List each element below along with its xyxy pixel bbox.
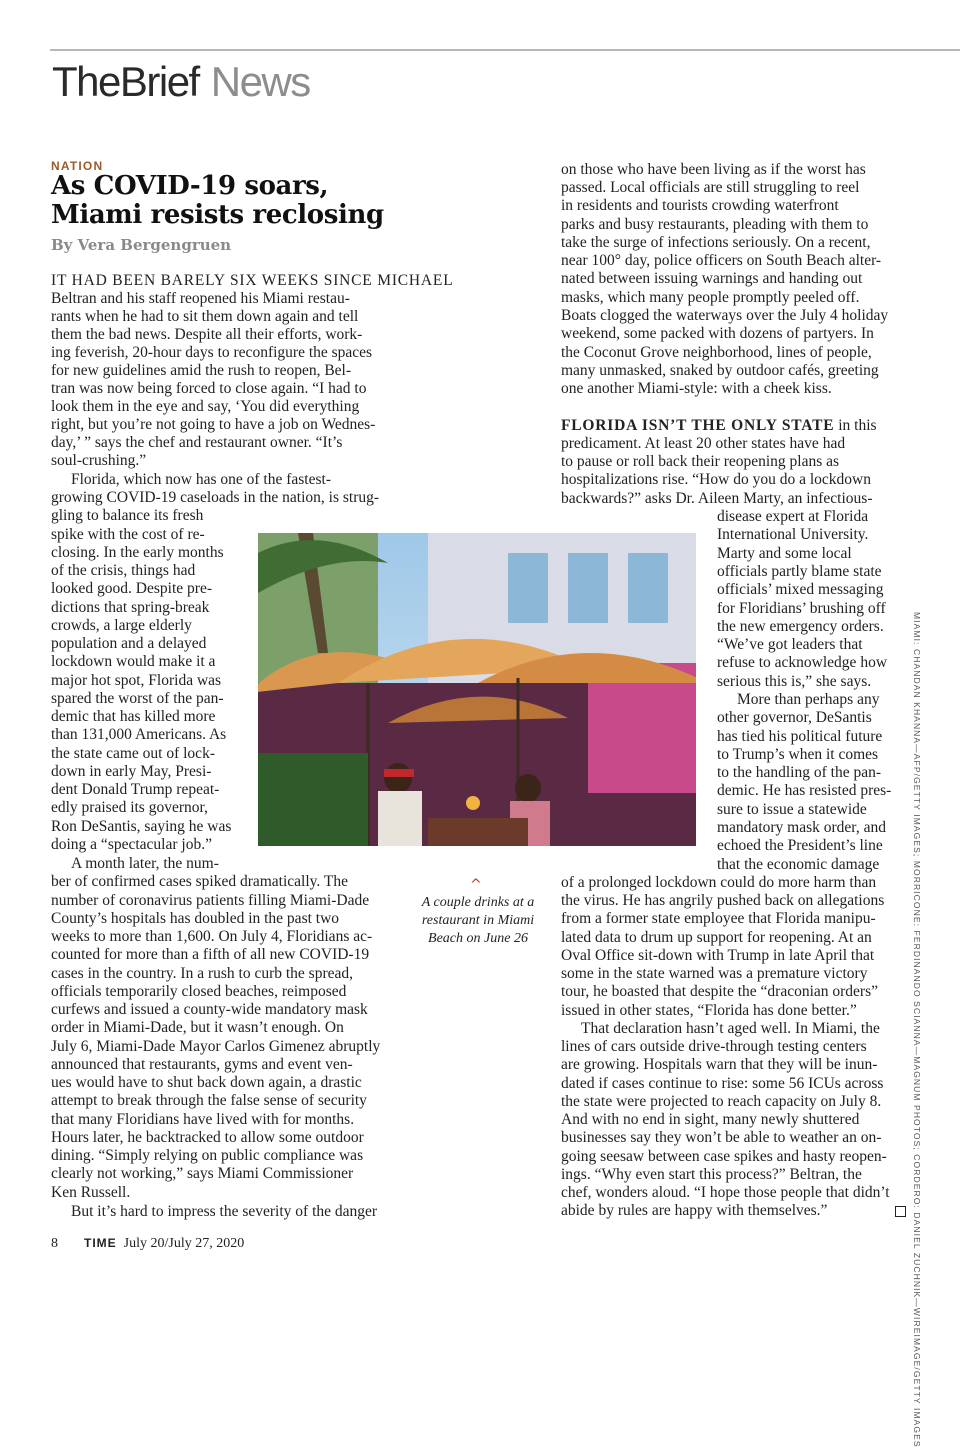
body-line: clearly not working,” says Miami Commissioner xyxy=(51,1165,354,1182)
body-line: predicament. At least 20 other states have had xyxy=(561,435,846,452)
body-line: weekend, some packed with dozens of partyers. In xyxy=(561,325,874,342)
body-line: near 100° day, police officers on South Beach alter- xyxy=(561,252,882,269)
body-line: the new emergency orders. xyxy=(717,618,884,635)
body-line: some in the state warned was a premature victory xyxy=(561,965,868,982)
body-line: crowds, a large elderly xyxy=(51,617,192,634)
body-line: A month later, the num- xyxy=(71,855,219,872)
body-line: dent Donald Trump repeat- xyxy=(51,781,220,798)
body-line: one another Miami-style: with a cheek kiss. xyxy=(561,380,832,397)
article-kicker: NATION xyxy=(51,159,104,173)
body-line: tour, he boasted that despite the “draconian orders” xyxy=(561,983,879,1000)
body-line: refuse to acknowledge how xyxy=(717,654,888,671)
body-line: dated if cases continue to rise: some 56 ICUs across xyxy=(561,1075,884,1092)
body-line: than 131,000 Americans. As xyxy=(51,726,227,743)
body-line: attempt to break through the false sense of security xyxy=(51,1092,367,1109)
body-line: population and a delayed xyxy=(51,635,207,652)
photo-credit: MIAMI: CHANDAN KHANNA—AFP/GETTY IMAGES; MORRICONE: FERDINANDO SCIANNA—MAGNUM PHOTOS; CORDERO: DANIEL ZUCHNIK—WIREIMAGE/GETTY IMAGES xyxy=(912,612,922,1448)
body-line: masks, which many people promptly peeled off. xyxy=(561,289,860,306)
body-line: in residents and tourists crowding waterfront xyxy=(561,197,839,214)
body-line: officials temporarily closed beaches, reimposed xyxy=(51,983,347,1000)
body-line: passed. Local officials are still struggling to reel xyxy=(561,179,860,196)
article-photo xyxy=(258,533,696,846)
body-line: Hours later, he backtracked to allow some outdoor xyxy=(51,1129,364,1146)
body-line: backwards?” asks Dr. Aileen Marty, an infectious- xyxy=(561,490,873,507)
body-line: for new guidelines amid the rush to reopen, Bel- xyxy=(51,362,352,379)
body-line: counted for more than a fifth of all new COVID-19 xyxy=(51,946,370,963)
body-line: Oval Office sit-down with Trump in late April that xyxy=(561,947,875,964)
body-line: But it’s hard to impress the severity of the danger xyxy=(71,1203,378,1220)
body-line: echoed the President’s line xyxy=(717,837,883,854)
page-number: 8 xyxy=(51,1236,58,1251)
end-of-story-icon xyxy=(895,1206,906,1217)
body-line: issued in other states, “Florida has done better.” xyxy=(561,1002,857,1019)
article-byline: By Vera Bergengruen xyxy=(51,236,232,254)
body-line: day,’ ” says the chef and restaurant owner. “It’s xyxy=(51,434,343,451)
body-line: officials partly blame state xyxy=(717,563,882,580)
body-line: Ken Russell. xyxy=(51,1184,131,1201)
body-line: the state came out of lock- xyxy=(51,745,215,762)
section-name: News xyxy=(210,58,310,105)
body-line: IT HAD BEEN BARELY SIX WEEKS SINCE MICHAEL xyxy=(51,272,454,289)
brand-name: TheBrief xyxy=(52,58,199,105)
issue-date: July 20/July 27, 2020 xyxy=(123,1236,245,1251)
body-line: for Floridians’ brushing off xyxy=(717,600,886,617)
body-line: doing a “spectacular job.” xyxy=(51,836,212,853)
body-line: of a prolonged lockdown could do more harm than xyxy=(561,874,877,891)
body-line: looked good. Despite pre- xyxy=(51,580,212,597)
body-line: to the handling of the pan- xyxy=(717,764,881,781)
body-line: disease expert at Florida xyxy=(717,508,869,525)
body-line: weeks to more than 1,600. On July 4, Floridians ac- xyxy=(51,928,373,945)
body-line: And with no end in sight, many newly shuttered xyxy=(561,1111,860,1128)
body-line: right, but you’re not going to have a job on Wednes- xyxy=(51,416,376,433)
body-line: dictions that spring-break xyxy=(51,599,210,616)
body-line: going seesaw between case spikes and hasty reopen- xyxy=(561,1148,887,1165)
body-line: major hot spot, Florida was xyxy=(51,672,222,689)
caption-pointer-icon: ^ xyxy=(470,877,482,893)
article-headline: As COVID-19 soars, Miami resists reclosing xyxy=(51,171,384,230)
body-line: Florida, which now has one of the fastest- xyxy=(71,471,331,488)
body-line: businesses say they won’t be able to weather an on- xyxy=(561,1129,882,1146)
body-line: lines of cars outside drive-through testing centers xyxy=(561,1038,867,1055)
body-line: that the economic damage xyxy=(717,856,880,873)
body-line: lated data to drum up support for reopening. At an xyxy=(561,929,872,946)
body-line: ues would have to shut back down again, a drastic xyxy=(51,1074,362,1091)
body-line: chef, wonders aloud. “I hope those people that didn’t xyxy=(561,1184,890,1201)
body-line: abide by rules are happy with themselves.” xyxy=(561,1202,828,1219)
body-line: International University. xyxy=(717,526,869,543)
body-line: them the bad news. Despite all their efforts, work- xyxy=(51,326,363,343)
body-line: sure to issue a statewide xyxy=(717,801,867,818)
body-line: hospitalizations rise. “How do you do a lockdown xyxy=(561,471,871,488)
body-line: from a former state employee that Florida manipu- xyxy=(561,910,876,927)
body-line: Marty and some local xyxy=(717,545,852,562)
body-line: closing. In the early months xyxy=(51,544,224,561)
body-line: cases in the country. In a rush to curb the spread, xyxy=(51,965,354,982)
body-line: demic that has killed more xyxy=(51,708,216,725)
body-line: County’s hospitals has doubled in the past two xyxy=(51,910,340,927)
body-line: serious this is,” she says. xyxy=(717,673,872,690)
body-line: lockdown would make it a xyxy=(51,653,216,670)
body-line: ber of confirmed cases spiked dramatically. The xyxy=(51,873,348,890)
body-line: “We’ve got leaders that xyxy=(717,636,863,653)
footer-folio xyxy=(84,1236,244,1252)
body-line: the state were projected to reach capacity on July 8. xyxy=(561,1093,882,1110)
body-line: to Trump’s when it comes xyxy=(717,746,879,763)
body-line: More than perhaps any xyxy=(737,691,880,708)
body-line: gling to balance its fresh xyxy=(51,507,204,524)
body-line: Beltran and his staff reopened his Miami restau- xyxy=(51,290,350,307)
magazine-name: TIME xyxy=(84,1236,117,1250)
body-line: That declaration hasn’t aged well. In Miami, the xyxy=(581,1020,880,1037)
body-line: of the crisis, things had xyxy=(51,562,196,579)
body-line: down in early May, Presi- xyxy=(51,763,212,780)
body-line: nated between issuing warnings and handing out xyxy=(561,270,863,287)
header-rule xyxy=(50,49,960,51)
body-line: on those who have been living as if the worst has xyxy=(561,161,866,178)
body-line: look them in the eye and say, ‘You did everything xyxy=(51,398,360,415)
body-line: Ron DeSantis, saying he was xyxy=(51,818,232,835)
body-line: are growing. Hospitals warn that they will be inun- xyxy=(561,1056,878,1073)
body-line: ing feverish, 20-hour days to reconfigure the spaces xyxy=(51,344,373,361)
body-line: soul-crushing.” xyxy=(51,452,147,469)
body-line: has tied his political future xyxy=(717,728,883,745)
body-line: many unmasked, snaked by outdoor cafés, greeting xyxy=(561,362,879,379)
restaurant-photo-illustration xyxy=(258,533,696,846)
body-line: spared the worst of the pan- xyxy=(51,690,224,707)
section-header xyxy=(52,58,310,106)
body-line: the virus. He has angrily pushed back on allegations xyxy=(561,892,885,909)
body-line: edly praised its governor, xyxy=(51,799,208,816)
body-line: growing COVID-19 caseloads in the nation, is strug- xyxy=(51,489,380,506)
body-line: the Coconut Grove neighborhood, lines of people, xyxy=(561,344,872,361)
body-line: that many Floridians have lived with for months. xyxy=(51,1111,355,1128)
body-line: curfews and issued a county-wide mandatory mask xyxy=(51,1001,368,1018)
body-line: spike with the cost of re- xyxy=(51,526,205,543)
body-line: order in Miami-Dade, but it wasn’t enough. On xyxy=(51,1019,344,1036)
body-line: FLORIDA ISN’T THE ONLY STATE in this xyxy=(561,417,877,434)
body-line: July 6, Miami-Dade Mayor Carlos Gimenez abruptly xyxy=(51,1038,381,1055)
body-line: number of coronavirus patients filling Miami-Dade xyxy=(51,892,370,909)
body-line: to pause or roll back their reopening plans as xyxy=(561,453,840,470)
body-line: mandatory mask order, and xyxy=(717,819,886,836)
body-line: ings. “Why even start this process?” Beltran, the xyxy=(561,1166,862,1183)
body-line: demic. He has resisted pres- xyxy=(717,782,892,799)
body-line: rants when he had to sit them down again and tell xyxy=(51,308,359,325)
body-line: Boats clogged the waterways over the July 4 holiday xyxy=(561,307,889,324)
body-line: take the surge of infections seriously. On a recent, xyxy=(561,234,871,251)
body-line: announced that restaurants, gyms and event ven- xyxy=(51,1056,353,1073)
photo-caption: A couple drinks at a restaurant in Miami Beach on June 26 xyxy=(421,895,535,946)
body-line: officials’ mixed messaging xyxy=(717,581,884,598)
body-line: dining. “Simply relying on public compliance was xyxy=(51,1147,364,1164)
body-line: other governor, DeSantis xyxy=(717,709,872,726)
body-line: parks and busy restaurants, pleading with them to xyxy=(561,216,869,233)
body-line: tran was now being forced to close again. “I had to xyxy=(51,380,367,397)
